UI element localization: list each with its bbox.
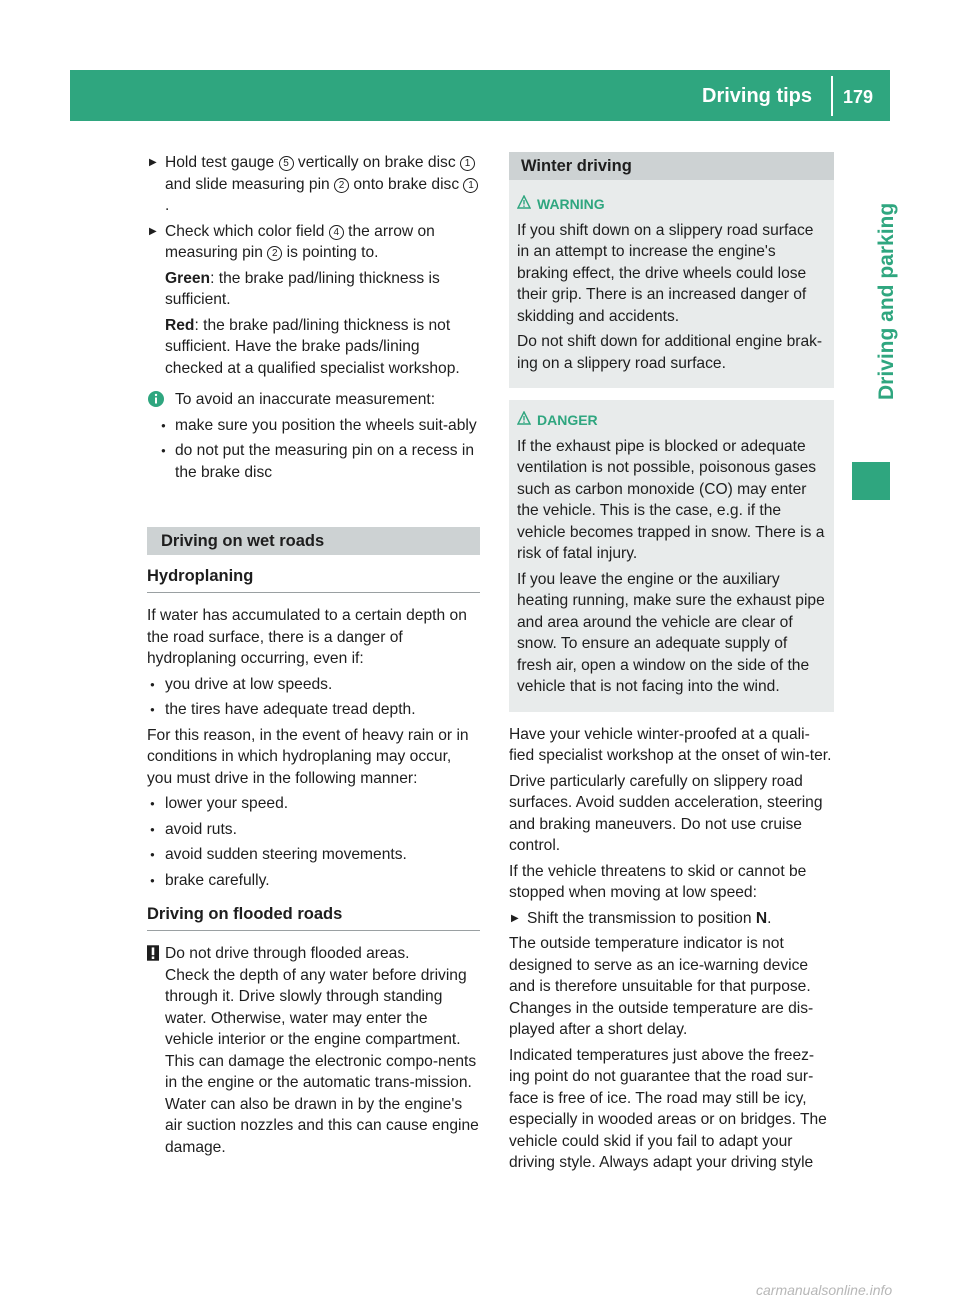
callout-number: 5 <box>279 156 294 171</box>
warning-text: Do not shift down for additional engine brak-ing on a slippery road surface. <box>517 333 823 372</box>
subheading-hydroplaning: Hydroplaning <box>147 565 480 593</box>
callout-number: 2 <box>334 178 349 193</box>
red-result: Red: the brake pad/lining thickness is not sufficient. Have the brake pads/lining checked at a qualified specialist workshop. <box>165 316 460 377</box>
subheading-flooded-roads: Driving on flooded roads <box>147 903 480 931</box>
caution-note <box>147 943 480 1158</box>
danger-box <box>509 400 834 712</box>
list-item: ● brake carefully. <box>147 870 480 892</box>
danger-text: If the exhaust pipe is blocked or adequate ventilation is not possible, poisonous gases such as carbon monoxide (CO) may enter the vehicle. This is the case, e.g. if the vehicle becomes trapped in snow. There is a risk of fatal injury. <box>517 437 825 562</box>
danger-title: DANGER <box>537 412 598 428</box>
hydroplaning-middle: For this reason, in the event of heavy rain or in conditions in which hydroplaning may occur, you must drive in the following manner: <box>147 726 469 787</box>
step-shift-neutral: ▶ Shift the transmission to position N. <box>509 908 834 930</box>
warning-triangle-icon <box>517 195 531 209</box>
callout-number: 1 <box>460 156 475 171</box>
section-heading-wet-roads: Driving on wet roads <box>147 527 480 555</box>
winter-paragraph: If the vehicle threatens to skid or cannot be stopped when moving at low speed: <box>509 862 807 901</box>
winter-paragraph: Have your vehicle winter-proofed at a quali-fied specialist workshop at the onset of win-ter. <box>509 725 832 764</box>
step-hold-gauge: ▶ Hold test gauge 5 vertically on brake disc 1 and slide measuring pin 2 onto brake disc 1. <box>147 152 480 217</box>
warning-box <box>509 180 834 388</box>
callout-number: 4 <box>329 225 344 240</box>
list-item: ● avoid ruts. <box>147 819 480 841</box>
exclamation-icon <box>147 944 159 962</box>
list-item: ● lower your speed. <box>147 793 480 815</box>
list-item: ● make sure you position the wheels suit-ably <box>129 415 480 437</box>
list-item: ● do not put the measuring pin on a recess in the brake disc <box>129 440 480 483</box>
left-column <box>147 152 480 1162</box>
right-column <box>509 152 834 1178</box>
winter-paragraph: Drive particularly carefully on slippery road surfaces. Avoid sudden acceleration, steering and braking maneuvers. Do not use cruise control. <box>509 772 823 854</box>
list-item: ● you drive at low speeds. <box>147 674 480 696</box>
side-tab-label: Driving and parking <box>875 202 898 400</box>
list-item: ● avoid sudden steering movements. <box>147 844 480 866</box>
danger-text: If you leave the engine or the auxiliary heating running, make sure the exhaust pipe and area around the vehicle are clear of snow. To ensure an adequate supply of fresh air, open a window on the side of the vehicle that is not facing into the wind. <box>517 570 825 695</box>
callout-number: 1 <box>463 178 478 193</box>
footer-watermark: carmanualsonline.info <box>756 1282 893 1298</box>
winter-paragraph: Indicated temperatures just above the freez-ing point do not guarantee that the road sur-face is free of ice. The road may still be icy, especially in wooded areas or on bridges. The vehicle could skid if you fail to adapt your driving style. Always adapt your driving style <box>509 1046 827 1171</box>
page-number: 179 <box>843 87 874 107</box>
caution-text: Check the depth of any water before driving through it. Drive slowly through standing water. Otherwise, water may enter the vehicle interior or the engine compartment. This can damage the electronic compo-nents in the engine or the automatic trans-mission. Water can also be drawn in by the engine's air suction nozzles and this can cause engine damage. <box>165 966 479 1156</box>
side-tab-block <box>852 462 890 500</box>
winter-paragraph: The outside temperature indicator is not designed to serve as an ice-warning device and is therefore unsuitable for that purpose. Changes in the outside temperature are dis-played after a short delay. <box>509 935 814 1038</box>
warning-text: If you shift down on a slippery road surface in an attempt to increase the engine's braking effect, the drive wheels could lose their grip. There is an increased danger of skidding and accidents. <box>517 221 814 325</box>
list-item: ● the tires have adequate tread depth. <box>147 699 480 721</box>
caution-first: Do not drive through flooded areas. <box>165 945 410 962</box>
hydroplaning-intro: If water has accumulated to a certain depth on the road surface, there is a danger of hydroplaning occurring, even if: <box>147 607 467 667</box>
warning-triangle-icon <box>517 411 531 425</box>
info-icon <box>147 390 165 408</box>
step-check-color: ▶ Check which color field 4 the arrow on measuring pin 2 is pointing to. <box>147 221 480 264</box>
green-result: Green: the brake pad/lining thickness is sufficient. <box>165 269 440 308</box>
info-note <box>147 389 480 411</box>
callout-number: 2 <box>267 246 282 261</box>
warning-title: WARNING <box>537 196 605 212</box>
section-heading-winter: Winter driving <box>509 152 834 180</box>
info-intro: To avoid an inaccurate measurement: <box>175 391 436 408</box>
header-divider <box>831 76 833 116</box>
page-header-title: Driving tips <box>702 85 813 107</box>
